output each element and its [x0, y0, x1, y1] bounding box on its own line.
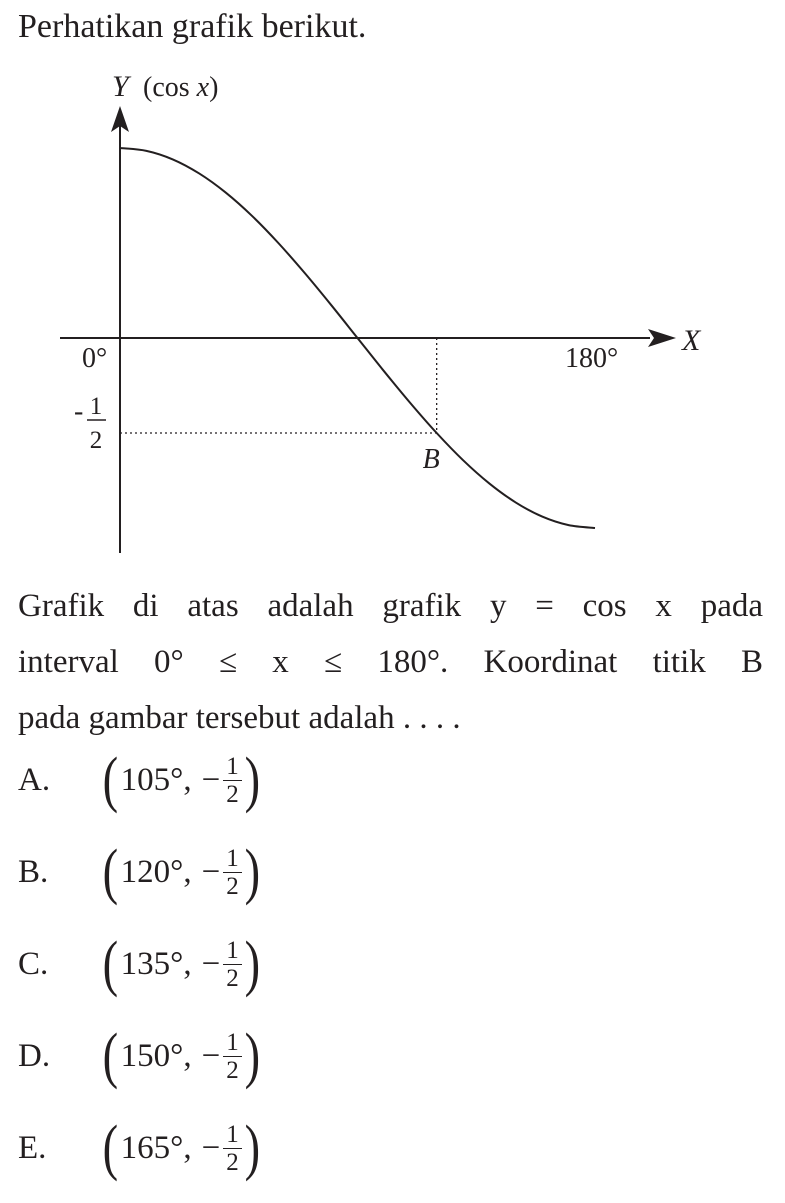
choice-coordinate — [100, 1114, 262, 1182]
paren-open: ( — [102, 1022, 119, 1090]
fraction-numerator: 1 — [223, 753, 242, 781]
y-tick-denominator: 2 — [89, 427, 103, 454]
fraction-denominator: 2 — [226, 872, 239, 900]
y-axis-label-part: ) — [209, 72, 219, 103]
fraction — [223, 753, 242, 808]
comma: , — [183, 945, 192, 982]
paren-open: ( — [102, 746, 119, 814]
fraction-numerator: 1 — [223, 845, 242, 873]
choice-b[interactable] — [18, 832, 418, 912]
choice-angle: 135° — [120, 945, 184, 982]
paren-close: ) — [244, 1022, 260, 1090]
fraction-numerator: 1 — [223, 937, 242, 965]
choice-letter: D. — [18, 1037, 51, 1074]
question-line-3: pada gambar tersebut adalah . . . . — [18, 700, 461, 736]
choice-c[interactable] — [18, 924, 418, 1004]
chart-labels — [74, 70, 702, 475]
comma: , — [183, 761, 192, 798]
choice-angle: 150° — [120, 1037, 184, 1074]
cosine-chart — [0, 60, 785, 560]
choice-angle: 120° — [120, 853, 184, 890]
fraction-denominator: 2 — [226, 780, 239, 808]
comma: , — [183, 1037, 192, 1074]
choice-letter: A. — [18, 761, 51, 798]
paren-close: ) — [244, 746, 260, 814]
y-tick-numerator: 1 — [89, 393, 103, 420]
y-axis-label-var: Y — [112, 70, 129, 103]
axes — [60, 106, 676, 553]
choice-a[interactable] — [18, 740, 418, 820]
minus-sign: − — [201, 1037, 221, 1074]
paren-open: ( — [102, 1114, 119, 1182]
choice-coordinate — [100, 930, 262, 998]
point-b-label: B — [422, 444, 440, 475]
y-axis-label-expr — [143, 72, 218, 103]
choice-coordinate — [100, 838, 262, 906]
x-axis-label: X — [682, 324, 701, 357]
fraction — [223, 1121, 242, 1176]
fraction — [223, 1029, 242, 1084]
fraction-denominator: 2 — [226, 964, 239, 992]
paren-close: ) — [244, 930, 260, 998]
fraction-numerator: 1 — [223, 1121, 242, 1149]
comma: , — [183, 1129, 192, 1166]
fraction — [223, 845, 242, 900]
x-tick-end: 180° — [565, 343, 619, 374]
choice-coordinate — [100, 746, 262, 814]
fraction — [223, 937, 242, 992]
y-axis-label-part: (cos — [143, 72, 197, 103]
minus-sign: − — [201, 945, 221, 982]
choice-coordinate — [100, 1022, 262, 1090]
minus-sign: − — [201, 761, 221, 798]
intro-text: Perhatikan grafik berikut. — [18, 8, 367, 45]
paren-open: ( — [102, 838, 119, 906]
choice-letter: E. — [18, 1129, 47, 1166]
fraction-numerator: 1 — [223, 1029, 242, 1057]
y-tick-sign: - — [74, 396, 84, 427]
paren-close: ) — [244, 838, 260, 906]
choice-e[interactable] — [18, 1108, 418, 1188]
fraction-denominator: 2 — [226, 1148, 239, 1176]
question-text — [18, 578, 763, 746]
question-line-1: Grafik di atas adalah grafik y = cos x pada — [18, 588, 763, 624]
choice-d[interactable] — [18, 1016, 418, 1096]
guide-lines — [120, 338, 437, 433]
choice-angle: 105° — [120, 761, 184, 798]
choice-letter: B. — [18, 853, 49, 890]
fraction-denominator: 2 — [226, 1056, 239, 1084]
question-line-2: interval 0° ≤ x ≤ 180°. Koordinat titik B — [18, 644, 763, 680]
choice-letter: C. — [18, 945, 49, 982]
y-axis-label-part: x — [196, 72, 210, 103]
comma: , — [183, 853, 192, 890]
minus-sign: − — [201, 1129, 221, 1166]
paren-open: ( — [102, 930, 119, 998]
paren-close: ) — [244, 1114, 260, 1182]
x-tick-origin: 0° — [82, 343, 108, 374]
choice-angle: 165° — [120, 1129, 184, 1166]
minus-sign: − — [201, 853, 221, 890]
x-axis-arrow — [648, 329, 676, 347]
